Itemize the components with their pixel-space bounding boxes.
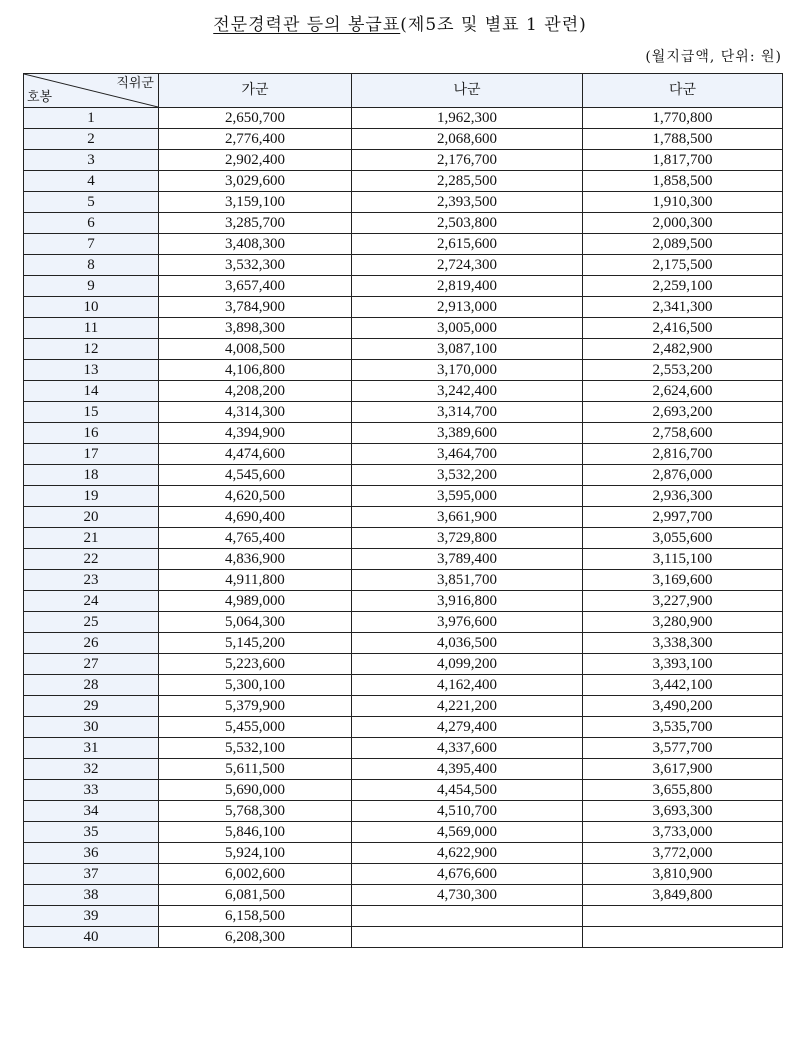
ga-cell: 3,898,300 <box>159 318 352 339</box>
ga-cell: 3,657,400 <box>159 276 352 297</box>
da-cell: 1,817,700 <box>583 150 783 171</box>
table-row <box>24 402 783 423</box>
da-cell: 3,849,800 <box>583 885 783 906</box>
step-cell: 40 <box>24 927 159 948</box>
step-cell: 38 <box>24 885 159 906</box>
da-cell: 3,393,100 <box>583 654 783 675</box>
ga-cell: 5,611,500 <box>159 759 352 780</box>
ga-cell: 5,223,600 <box>159 654 352 675</box>
step-cell: 14 <box>24 381 159 402</box>
da-cell: 1,788,500 <box>583 129 783 150</box>
na-cell: 3,314,700 <box>352 402 583 423</box>
step-cell: 20 <box>24 507 159 528</box>
da-cell: 2,259,100 <box>583 276 783 297</box>
ga-cell: 4,690,400 <box>159 507 352 528</box>
da-cell: 3,810,900 <box>583 864 783 885</box>
table-row <box>24 360 783 381</box>
na-cell: 4,162,400 <box>352 675 583 696</box>
step-cell: 34 <box>24 801 159 822</box>
step-cell: 7 <box>24 234 159 255</box>
step-cell: 18 <box>24 465 159 486</box>
table-row <box>24 444 783 465</box>
na-cell: 4,221,200 <box>352 696 583 717</box>
na-cell: 3,976,600 <box>352 612 583 633</box>
da-cell: 3,338,300 <box>583 633 783 654</box>
na-cell: 3,087,100 <box>352 339 583 360</box>
da-cell: 2,000,300 <box>583 213 783 234</box>
table-row <box>24 696 783 717</box>
na-cell: 4,454,500 <box>352 780 583 801</box>
na-cell: 3,661,900 <box>352 507 583 528</box>
da-cell: 1,770,800 <box>583 108 783 129</box>
ga-cell: 4,911,800 <box>159 570 352 591</box>
table-row <box>24 612 783 633</box>
na-cell: 4,730,300 <box>352 885 583 906</box>
step-cell: 8 <box>24 255 159 276</box>
table-row <box>24 885 783 906</box>
table-row <box>24 297 783 318</box>
ga-cell: 6,002,600 <box>159 864 352 885</box>
table-row <box>24 234 783 255</box>
ga-cell: 3,029,600 <box>159 171 352 192</box>
ga-cell: 5,064,300 <box>159 612 352 633</box>
da-cell: 3,655,800 <box>583 780 783 801</box>
na-cell: 3,532,200 <box>352 465 583 486</box>
ga-cell: 4,989,000 <box>159 591 352 612</box>
na-cell: 2,393,500 <box>352 192 583 213</box>
step-cell: 12 <box>24 339 159 360</box>
da-cell: 2,482,900 <box>583 339 783 360</box>
table-body <box>24 108 783 948</box>
column-header-na: 나군 <box>352 74 583 108</box>
na-cell: 2,913,000 <box>352 297 583 318</box>
table-row <box>24 192 783 213</box>
na-cell: 4,099,200 <box>352 654 583 675</box>
na-cell: 3,389,600 <box>352 423 583 444</box>
ga-cell: 4,620,500 <box>159 486 352 507</box>
table-row <box>24 570 783 591</box>
na-cell: 4,395,400 <box>352 759 583 780</box>
da-cell: 2,175,500 <box>583 255 783 276</box>
ga-cell: 4,474,600 <box>159 444 352 465</box>
column-header-da: 다군 <box>583 74 783 108</box>
na-cell <box>352 927 583 948</box>
table-row <box>24 339 783 360</box>
table-row <box>24 423 783 444</box>
table-header-row <box>24 74 783 108</box>
step-cell: 33 <box>24 780 159 801</box>
ga-cell: 3,159,100 <box>159 192 352 213</box>
da-cell: 3,490,200 <box>583 696 783 717</box>
na-cell: 4,036,500 <box>352 633 583 654</box>
na-cell: 2,503,800 <box>352 213 583 234</box>
step-cell: 10 <box>24 297 159 318</box>
da-cell: 3,115,100 <box>583 549 783 570</box>
table-row <box>24 507 783 528</box>
step-cell: 9 <box>24 276 159 297</box>
table-row <box>24 738 783 759</box>
step-cell: 27 <box>24 654 159 675</box>
step-cell: 21 <box>24 528 159 549</box>
ga-cell: 3,408,300 <box>159 234 352 255</box>
table-row <box>24 843 783 864</box>
na-cell: 4,676,600 <box>352 864 583 885</box>
table-row <box>24 654 783 675</box>
ga-cell: 4,836,900 <box>159 549 352 570</box>
table-row <box>24 633 783 654</box>
step-cell: 6 <box>24 213 159 234</box>
ga-cell: 3,532,300 <box>159 255 352 276</box>
ga-cell: 2,902,400 <box>159 150 352 171</box>
ga-cell: 4,314,300 <box>159 402 352 423</box>
table-row <box>24 759 783 780</box>
ga-cell: 5,145,200 <box>159 633 352 654</box>
step-cell: 16 <box>24 423 159 444</box>
ga-cell: 5,690,000 <box>159 780 352 801</box>
da-cell: 3,577,700 <box>583 738 783 759</box>
na-cell: 3,851,700 <box>352 570 583 591</box>
na-cell: 1,962,300 <box>352 108 583 129</box>
da-cell: 3,693,300 <box>583 801 783 822</box>
table-row <box>24 528 783 549</box>
da-cell: 2,624,600 <box>583 381 783 402</box>
table-row <box>24 108 783 129</box>
na-cell: 4,279,400 <box>352 717 583 738</box>
table-row <box>24 717 783 738</box>
corner-header-cell <box>24 74 159 108</box>
ga-cell: 2,650,700 <box>159 108 352 129</box>
da-cell <box>583 906 783 927</box>
na-cell: 2,068,600 <box>352 129 583 150</box>
step-cell: 26 <box>24 633 159 654</box>
da-cell: 2,758,600 <box>583 423 783 444</box>
table-row <box>24 465 783 486</box>
ga-cell: 5,924,100 <box>159 843 352 864</box>
na-cell: 3,005,000 <box>352 318 583 339</box>
na-cell: 4,569,000 <box>352 822 583 843</box>
ga-cell: 3,784,900 <box>159 297 352 318</box>
ga-cell: 4,106,800 <box>159 360 352 381</box>
step-cell: 32 <box>24 759 159 780</box>
na-cell: 3,916,800 <box>352 591 583 612</box>
ga-cell: 5,846,100 <box>159 822 352 843</box>
ga-cell: 4,545,600 <box>159 465 352 486</box>
na-cell: 3,242,400 <box>352 381 583 402</box>
na-cell: 2,615,600 <box>352 234 583 255</box>
step-cell: 35 <box>24 822 159 843</box>
table-row <box>24 150 783 171</box>
da-cell: 3,442,100 <box>583 675 783 696</box>
na-cell: 3,789,400 <box>352 549 583 570</box>
na-cell: 2,176,700 <box>352 150 583 171</box>
na-cell: 2,285,500 <box>352 171 583 192</box>
step-cell: 1 <box>24 108 159 129</box>
na-cell: 4,622,900 <box>352 843 583 864</box>
ga-cell: 4,208,200 <box>159 381 352 402</box>
document-title <box>0 10 800 35</box>
na-cell: 3,729,800 <box>352 528 583 549</box>
step-cell: 13 <box>24 360 159 381</box>
step-cell: 30 <box>24 717 159 738</box>
step-cell: 39 <box>24 906 159 927</box>
na-cell: 3,170,000 <box>352 360 583 381</box>
na-cell: 4,337,600 <box>352 738 583 759</box>
da-cell: 2,997,700 <box>583 507 783 528</box>
table-row <box>24 591 783 612</box>
table-row <box>24 801 783 822</box>
da-cell: 2,876,000 <box>583 465 783 486</box>
step-cell: 37 <box>24 864 159 885</box>
da-cell: 3,772,000 <box>583 843 783 864</box>
step-cell: 5 <box>24 192 159 213</box>
na-cell: 3,464,700 <box>352 444 583 465</box>
na-cell: 3,595,000 <box>352 486 583 507</box>
da-cell: 3,055,600 <box>583 528 783 549</box>
step-cell: 22 <box>24 549 159 570</box>
ga-cell: 4,394,900 <box>159 423 352 444</box>
da-cell: 2,693,200 <box>583 402 783 423</box>
step-cell: 36 <box>24 843 159 864</box>
ga-cell: 4,008,500 <box>159 339 352 360</box>
table-row <box>24 864 783 885</box>
step-cell: 25 <box>24 612 159 633</box>
da-cell: 3,280,900 <box>583 612 783 633</box>
step-cell: 19 <box>24 486 159 507</box>
table-row <box>24 381 783 402</box>
step-cell: 11 <box>24 318 159 339</box>
da-cell: 3,535,700 <box>583 717 783 738</box>
ga-cell: 3,285,700 <box>159 213 352 234</box>
table-row <box>24 276 783 297</box>
da-cell: 2,089,500 <box>583 234 783 255</box>
na-cell: 2,819,400 <box>352 276 583 297</box>
da-cell: 1,858,500 <box>583 171 783 192</box>
step-cell: 28 <box>24 675 159 696</box>
da-cell: 3,617,900 <box>583 759 783 780</box>
table-row <box>24 486 783 507</box>
table-row <box>24 675 783 696</box>
da-cell: 3,227,900 <box>583 591 783 612</box>
table-row <box>24 822 783 843</box>
ga-cell: 5,300,100 <box>159 675 352 696</box>
step-cell: 23 <box>24 570 159 591</box>
step-cell: 24 <box>24 591 159 612</box>
da-cell: 2,936,300 <box>583 486 783 507</box>
na-cell <box>352 906 583 927</box>
ga-cell: 5,768,300 <box>159 801 352 822</box>
ga-cell: 4,765,400 <box>159 528 352 549</box>
title-suffix: (제5조 및 별표 1 관련) <box>400 15 587 35</box>
na-cell: 2,724,300 <box>352 255 583 276</box>
da-cell: 1,910,300 <box>583 192 783 213</box>
da-cell: 2,416,500 <box>583 318 783 339</box>
unit-note: (월지급액, 단위: 원) <box>645 49 782 65</box>
step-cell: 31 <box>24 738 159 759</box>
ga-cell: 5,455,000 <box>159 717 352 738</box>
step-cell: 15 <box>24 402 159 423</box>
na-cell: 4,510,700 <box>352 801 583 822</box>
step-cell: 29 <box>24 696 159 717</box>
table-row <box>24 255 783 276</box>
column-header-ga: 가군 <box>159 74 352 108</box>
da-cell: 2,816,700 <box>583 444 783 465</box>
step-cell: 2 <box>24 129 159 150</box>
ga-cell: 5,379,900 <box>159 696 352 717</box>
title-main: 전문경력관 등의 봉급표 <box>213 15 401 35</box>
da-cell: 2,341,300 <box>583 297 783 318</box>
salary-table <box>23 73 783 948</box>
ga-cell: 6,081,500 <box>159 885 352 906</box>
table-row <box>24 318 783 339</box>
ga-cell: 6,208,300 <box>159 927 352 948</box>
table-row <box>24 906 783 927</box>
step-cell: 4 <box>24 171 159 192</box>
step-cell: 3 <box>24 150 159 171</box>
corner-label-step: 호봉 <box>27 90 53 105</box>
table-row <box>24 129 783 150</box>
table-row <box>24 780 783 801</box>
table-row <box>24 171 783 192</box>
ga-cell: 6,158,500 <box>159 906 352 927</box>
corner-label-position-group: 직위군 <box>116 76 154 91</box>
da-cell: 3,169,600 <box>583 570 783 591</box>
step-cell: 17 <box>24 444 159 465</box>
da-cell <box>583 927 783 948</box>
table-row <box>24 213 783 234</box>
table-row <box>24 549 783 570</box>
da-cell: 2,553,200 <box>583 360 783 381</box>
ga-cell: 5,532,100 <box>159 738 352 759</box>
ga-cell: 2,776,400 <box>159 129 352 150</box>
da-cell: 3,733,000 <box>583 822 783 843</box>
table-row <box>24 927 783 948</box>
